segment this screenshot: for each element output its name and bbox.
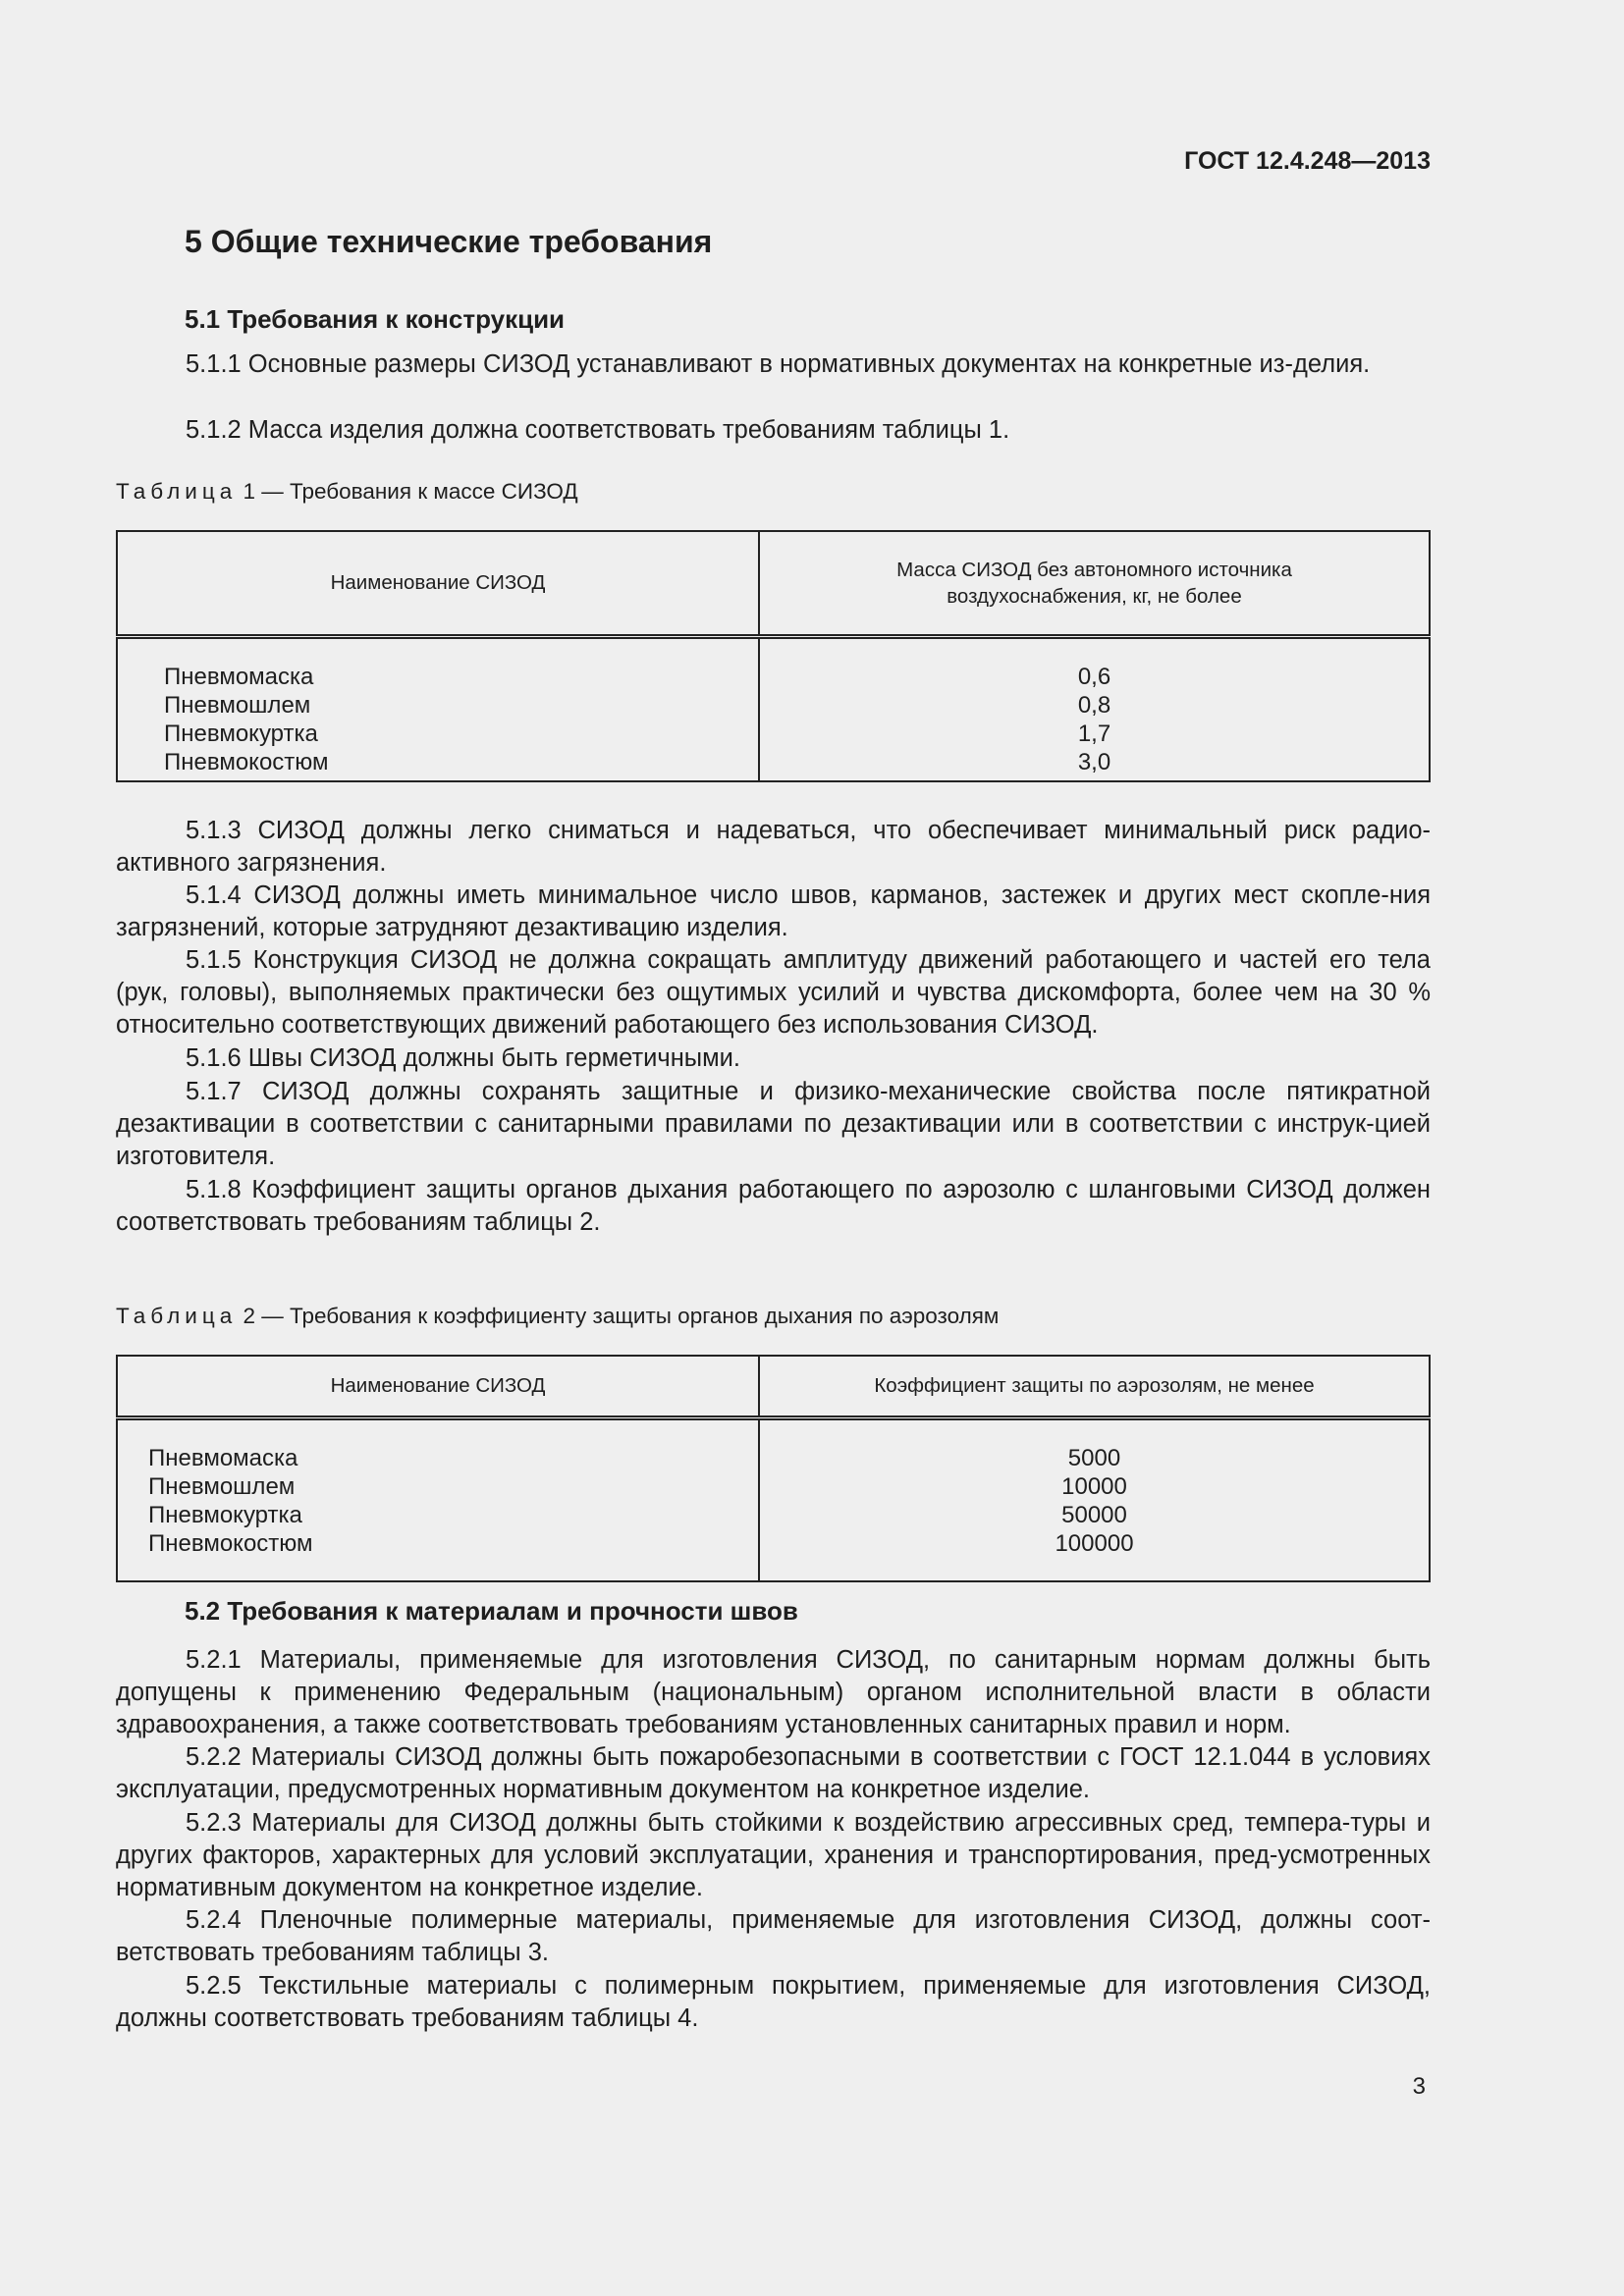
table-row-value: 100000	[1055, 1529, 1134, 1557]
paragraph-5-2-3: 5.2.3 Материалы для СИЗОД должны быть стойкими к воздействию агрессивных сред, темпера-туры и других факторов, характерных для условий эксплуатации, хранения и транспортирования, пред-усмотренных нормативным документом на конкретное изделие.	[116, 1809, 1431, 1901]
table-2-header-name: Наименование СИЗОД	[117, 1356, 759, 1417]
table-1-caption: Таблица 1 — Требования к массе СИЗОД	[116, 479, 578, 504]
paragraph-5-1-8: 5.1.8 Коэффициент защиты органов дыхания работающего по аэрозолю с шланговыми СИЗОД должен соответствовать требованиям таблицы 2.	[116, 1176, 1431, 1236]
table-row-name: Пневмокуртка	[164, 720, 318, 747]
table-row-name: Пневмокуртка	[148, 1501, 302, 1528]
paragraph-5-2-5: 5.2.5 Текстильные материалы с полимерным покрытием, применяемые для изготовления СИЗОД, должны соответствовать требованиям таблицы 4.	[116, 1972, 1431, 2032]
table-row-name: Пневмомаска	[164, 663, 314, 690]
page-number: 3	[1412, 2073, 1426, 2100]
subsection-title-5-2: 5.2 Требования к материалам и прочности швов	[185, 1596, 798, 1626]
table-row-value: 10000	[1061, 1472, 1127, 1500]
table-row-value: 50000	[1061, 1501, 1127, 1528]
table-row-value: 3,0	[1077, 748, 1111, 775]
table-2	[116, 1355, 1431, 1582]
subsection-title-5-1: 5.1 Требования к конструкции	[185, 304, 566, 334]
paragraph-5-1-4: 5.1.4 СИЗОД должны иметь минимальное число швов, карманов, застежек и других мест скопле-ния загрязнений, которые затрудняют дезактивацию изделия.	[116, 881, 1431, 941]
section-title: 5 Общие технические требования	[185, 224, 713, 259]
table-1	[116, 530, 1431, 782]
table-row-value: 5000	[1067, 1444, 1121, 1471]
paragraph-5-1-6: 5.1.6 Швы СИЗОД должны быть герметичными.	[186, 1044, 740, 1072]
table-2-values	[759, 1417, 1430, 1581]
table-row-name: Пневмошлем	[164, 691, 311, 719]
paragraph-5-2-1: 5.2.1 Материалы, применяемые для изготовления СИЗОД, по санитарным нормам должны быть допущены к применению Федеральным (национальным) органом исполнительной власти в области здравоохранения, а также соответствовать требованиям установленных санитарных правил и норм.	[116, 1646, 1431, 1738]
table-1-names	[117, 636, 759, 781]
table-row-name: Пневмокостюм	[164, 748, 329, 775]
table-row-value: 1,7	[1077, 720, 1111, 747]
table-row-name: Пневмошлем	[148, 1472, 296, 1500]
document-code: ГОСТ 12.4.248—2013	[1184, 147, 1431, 175]
table-2-caption: Таблица 2 — Требования к коэффициенту защиты органов дыхания по аэрозолям	[116, 1304, 1000, 1328]
paragraph-5-2-2: 5.2.2 Материалы СИЗОД должны быть пожаробезопасными в соответствии с ГОСТ 12.1.044 в условиях эксплуатации, предусмотренных нормативным документом на конкретное изделие.	[116, 1743, 1431, 1803]
paragraph-5-1-5: 5.1.5 Конструкция СИЗОД не должна сокращать амплитуду движений работающего и частей его тела (рук, головы), выполняемых практически без ощутимых усилий и чувства дискомфорта, более чем на 30 % относительно соответствующих движений работающего без использования СИЗОД.	[116, 946, 1431, 1039]
table-row-name: Пневмокостюм	[148, 1529, 313, 1557]
table-1-header-mass: Масса СИЗОД без автономного источника воздухоснабжения, кг, не более	[759, 531, 1430, 636]
table-2-names	[117, 1417, 759, 1581]
paragraph-5-1-3: 5.1.3 СИЗОД должны легко сниматься и надеваться, что обеспечивает минимальный риск радио-активного загрязнения.	[116, 817, 1431, 877]
table-1-values	[759, 636, 1430, 781]
table-1-header-name: Наименование СИЗОД	[117, 531, 759, 636]
table-row-value: 0,8	[1077, 691, 1111, 719]
paragraph-5-1-2: 5.1.2 Масса изделия должна соответствовать требованиям таблицы 1.	[186, 416, 1010, 444]
paragraph-5-2-4: 5.2.4 Пленочные полимерные материалы, применяемые для изготовления СИЗОД, должны соот-ветствовать требованиям таблицы 3.	[116, 1906, 1431, 1966]
table-2-header-coef: Коэффициент защиты по аэрозолям, не менее	[759, 1356, 1430, 1417]
table-row-value: 0,6	[1077, 663, 1111, 690]
paragraph-5-1-7: 5.1.7 СИЗОД должны сохранять защитные и физико-механические свойства после пятикратной дезактивации в соответствии с санитарными правилами по дезактивации или в соответствии с инструк-цией изготовителя.	[116, 1078, 1431, 1170]
paragraph-5-1-1: 5.1.1 Основные размеры СИЗОД устанавливают в нормативных документах на конкретные из-делия.	[186, 350, 1371, 378]
table-row-name: Пневмомаска	[148, 1444, 298, 1471]
